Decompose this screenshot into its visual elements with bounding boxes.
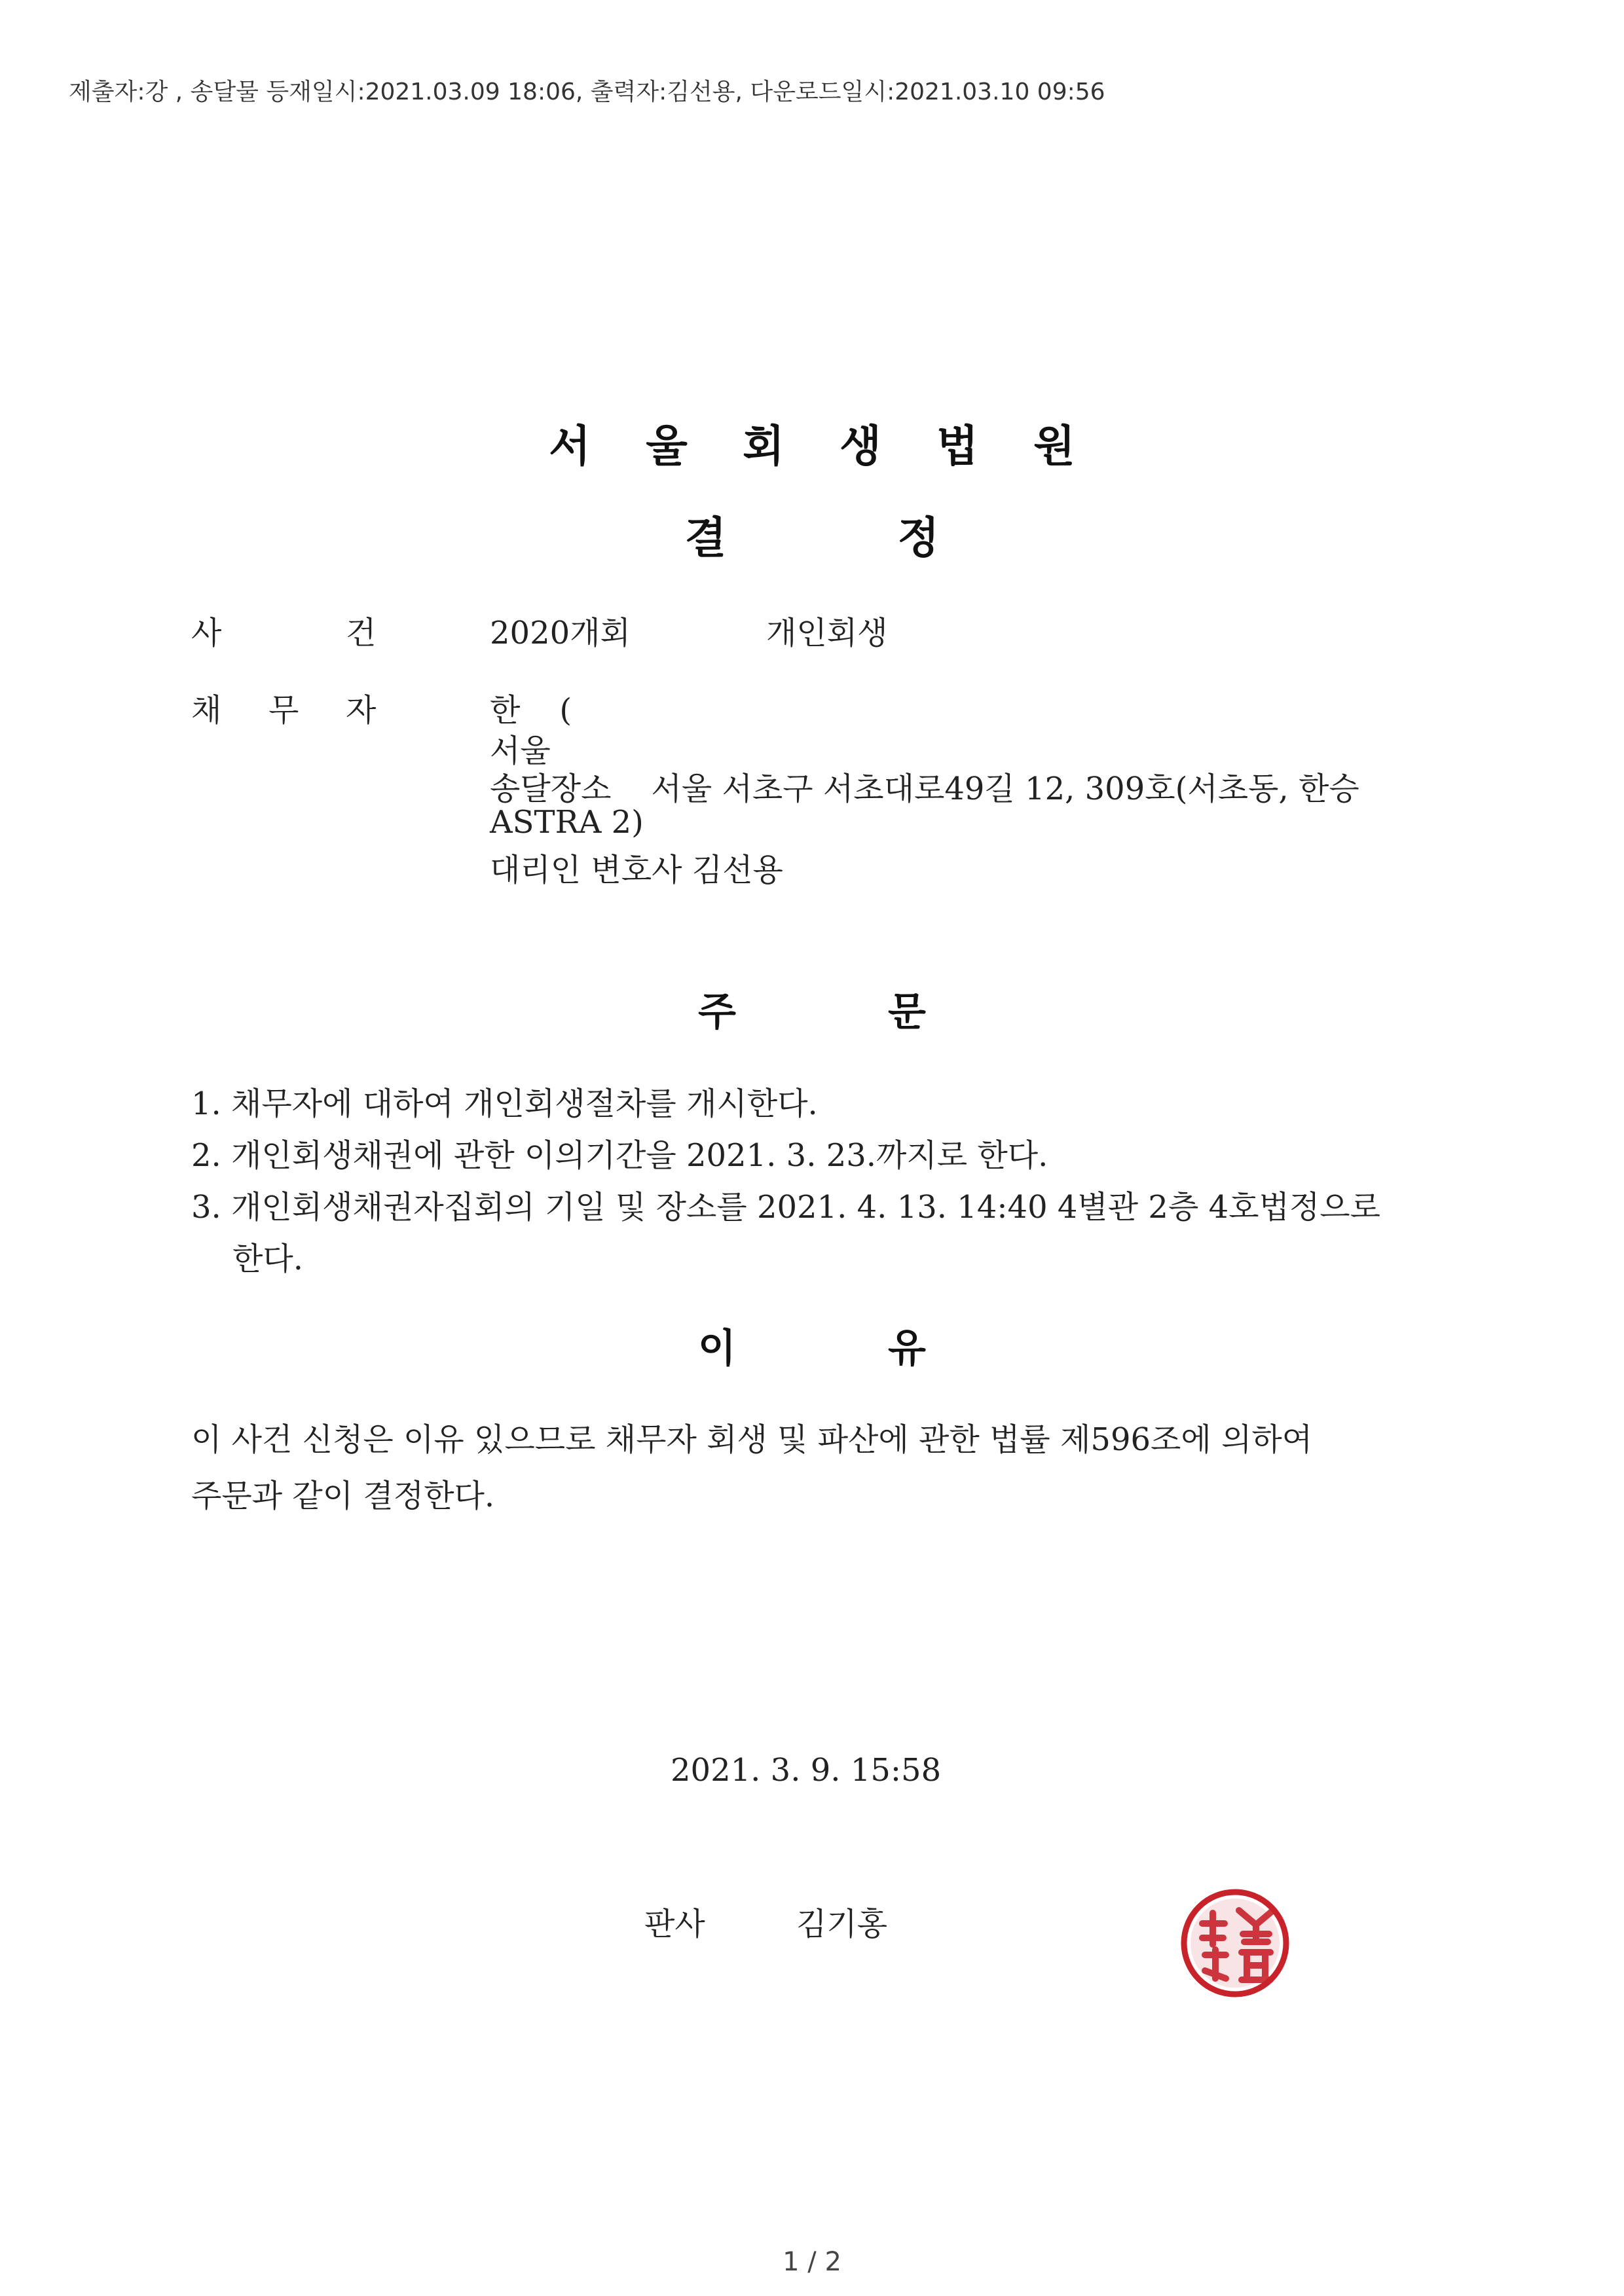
court-name-char: 서 — [549, 421, 591, 471]
order-heading-char: 주 — [698, 989, 736, 1035]
case-label-char: 건 — [346, 615, 377, 651]
debtor-label-char: 자 — [346, 692, 377, 729]
debtor-name-text: 한 — [490, 692, 521, 729]
court-name-char: 울 — [646, 421, 688, 471]
reason-line-2: 주문과 같이 결정한다. — [191, 1478, 495, 1514]
service-address-line2: ASTRA 2) — [490, 804, 644, 841]
service-address-line1: 서울 서초구 서초대로49길 12, 309호(서초동, 한승 — [651, 771, 1359, 807]
court-name-char: 생 — [840, 421, 881, 471]
debtor-name-suffix: ( — [559, 692, 572, 729]
decision-datetime: 2021. 3. 9. 15:58 — [671, 1752, 942, 1789]
case-label — [191, 608, 423, 653]
reason-heading — [0, 1317, 1624, 1374]
document-title — [0, 503, 1624, 565]
judge-title: 판사 — [644, 1906, 705, 1942]
seal-icon — [1179, 1887, 1291, 1999]
debtor-label — [191, 685, 423, 730]
document-title-char: 결 — [684, 513, 727, 563]
court-name-char: 회 — [743, 421, 784, 471]
debtor-agent: 대리인 변호사 김선용 — [490, 852, 783, 888]
order-heading-char: 문 — [888, 989, 926, 1035]
service-label: 송달장소 — [490, 771, 612, 807]
document-title-char: 정 — [897, 513, 940, 563]
judge-name: 김기홍 — [796, 1906, 888, 1942]
debtor-name — [490, 685, 572, 730]
judge-seal-stamp — [1179, 1887, 1291, 1999]
reason-heading-char: 유 — [888, 1326, 926, 1372]
court-name-char: 법 — [936, 421, 978, 471]
service-address — [490, 763, 1359, 809]
page-number: 1 / 2 — [783, 2247, 841, 2277]
case-number: 2020개회 — [490, 615, 631, 651]
case-label-char: 사 — [191, 615, 222, 651]
order-item-1: 1. 채무자에 대하여 개인회생절차를 개시한다. — [191, 1085, 818, 1122]
order-item-2: 2. 개인회생채권에 관한 이의기간을 2021. 3. 23.까지로 한다. — [191, 1137, 1048, 1174]
reason-line-1: 이 사건 신청은 이유 있으므로 채무자 회생 및 파산에 관한 법률 제596조에 의하여 — [191, 1421, 1313, 1458]
order-item-3-continued: 한다. — [232, 1241, 303, 1277]
debtor-label-char: 채 — [191, 692, 222, 729]
court-name-char: 원 — [1033, 421, 1075, 471]
case-type: 개인회생 — [766, 615, 888, 651]
download-metadata-header: 제출자:강 , 송달물 등재일시:2021.03.09 18:06, 출력자:김선용, 다운로드일시:2021.03.10 09:56 — [69, 79, 1105, 105]
order-heading — [0, 981, 1624, 1037]
court-name — [0, 411, 1624, 473]
debtor-address: 서울 — [490, 733, 551, 769]
order-item-3: 3. 개인회생채권자집회의 기일 및 장소를 2021. 4. 13. 14:40 4별관 2층 4호법정으로 — [191, 1189, 1380, 1226]
reason-heading-char: 이 — [698, 1326, 736, 1372]
debtor-label-char: 무 — [268, 692, 299, 729]
